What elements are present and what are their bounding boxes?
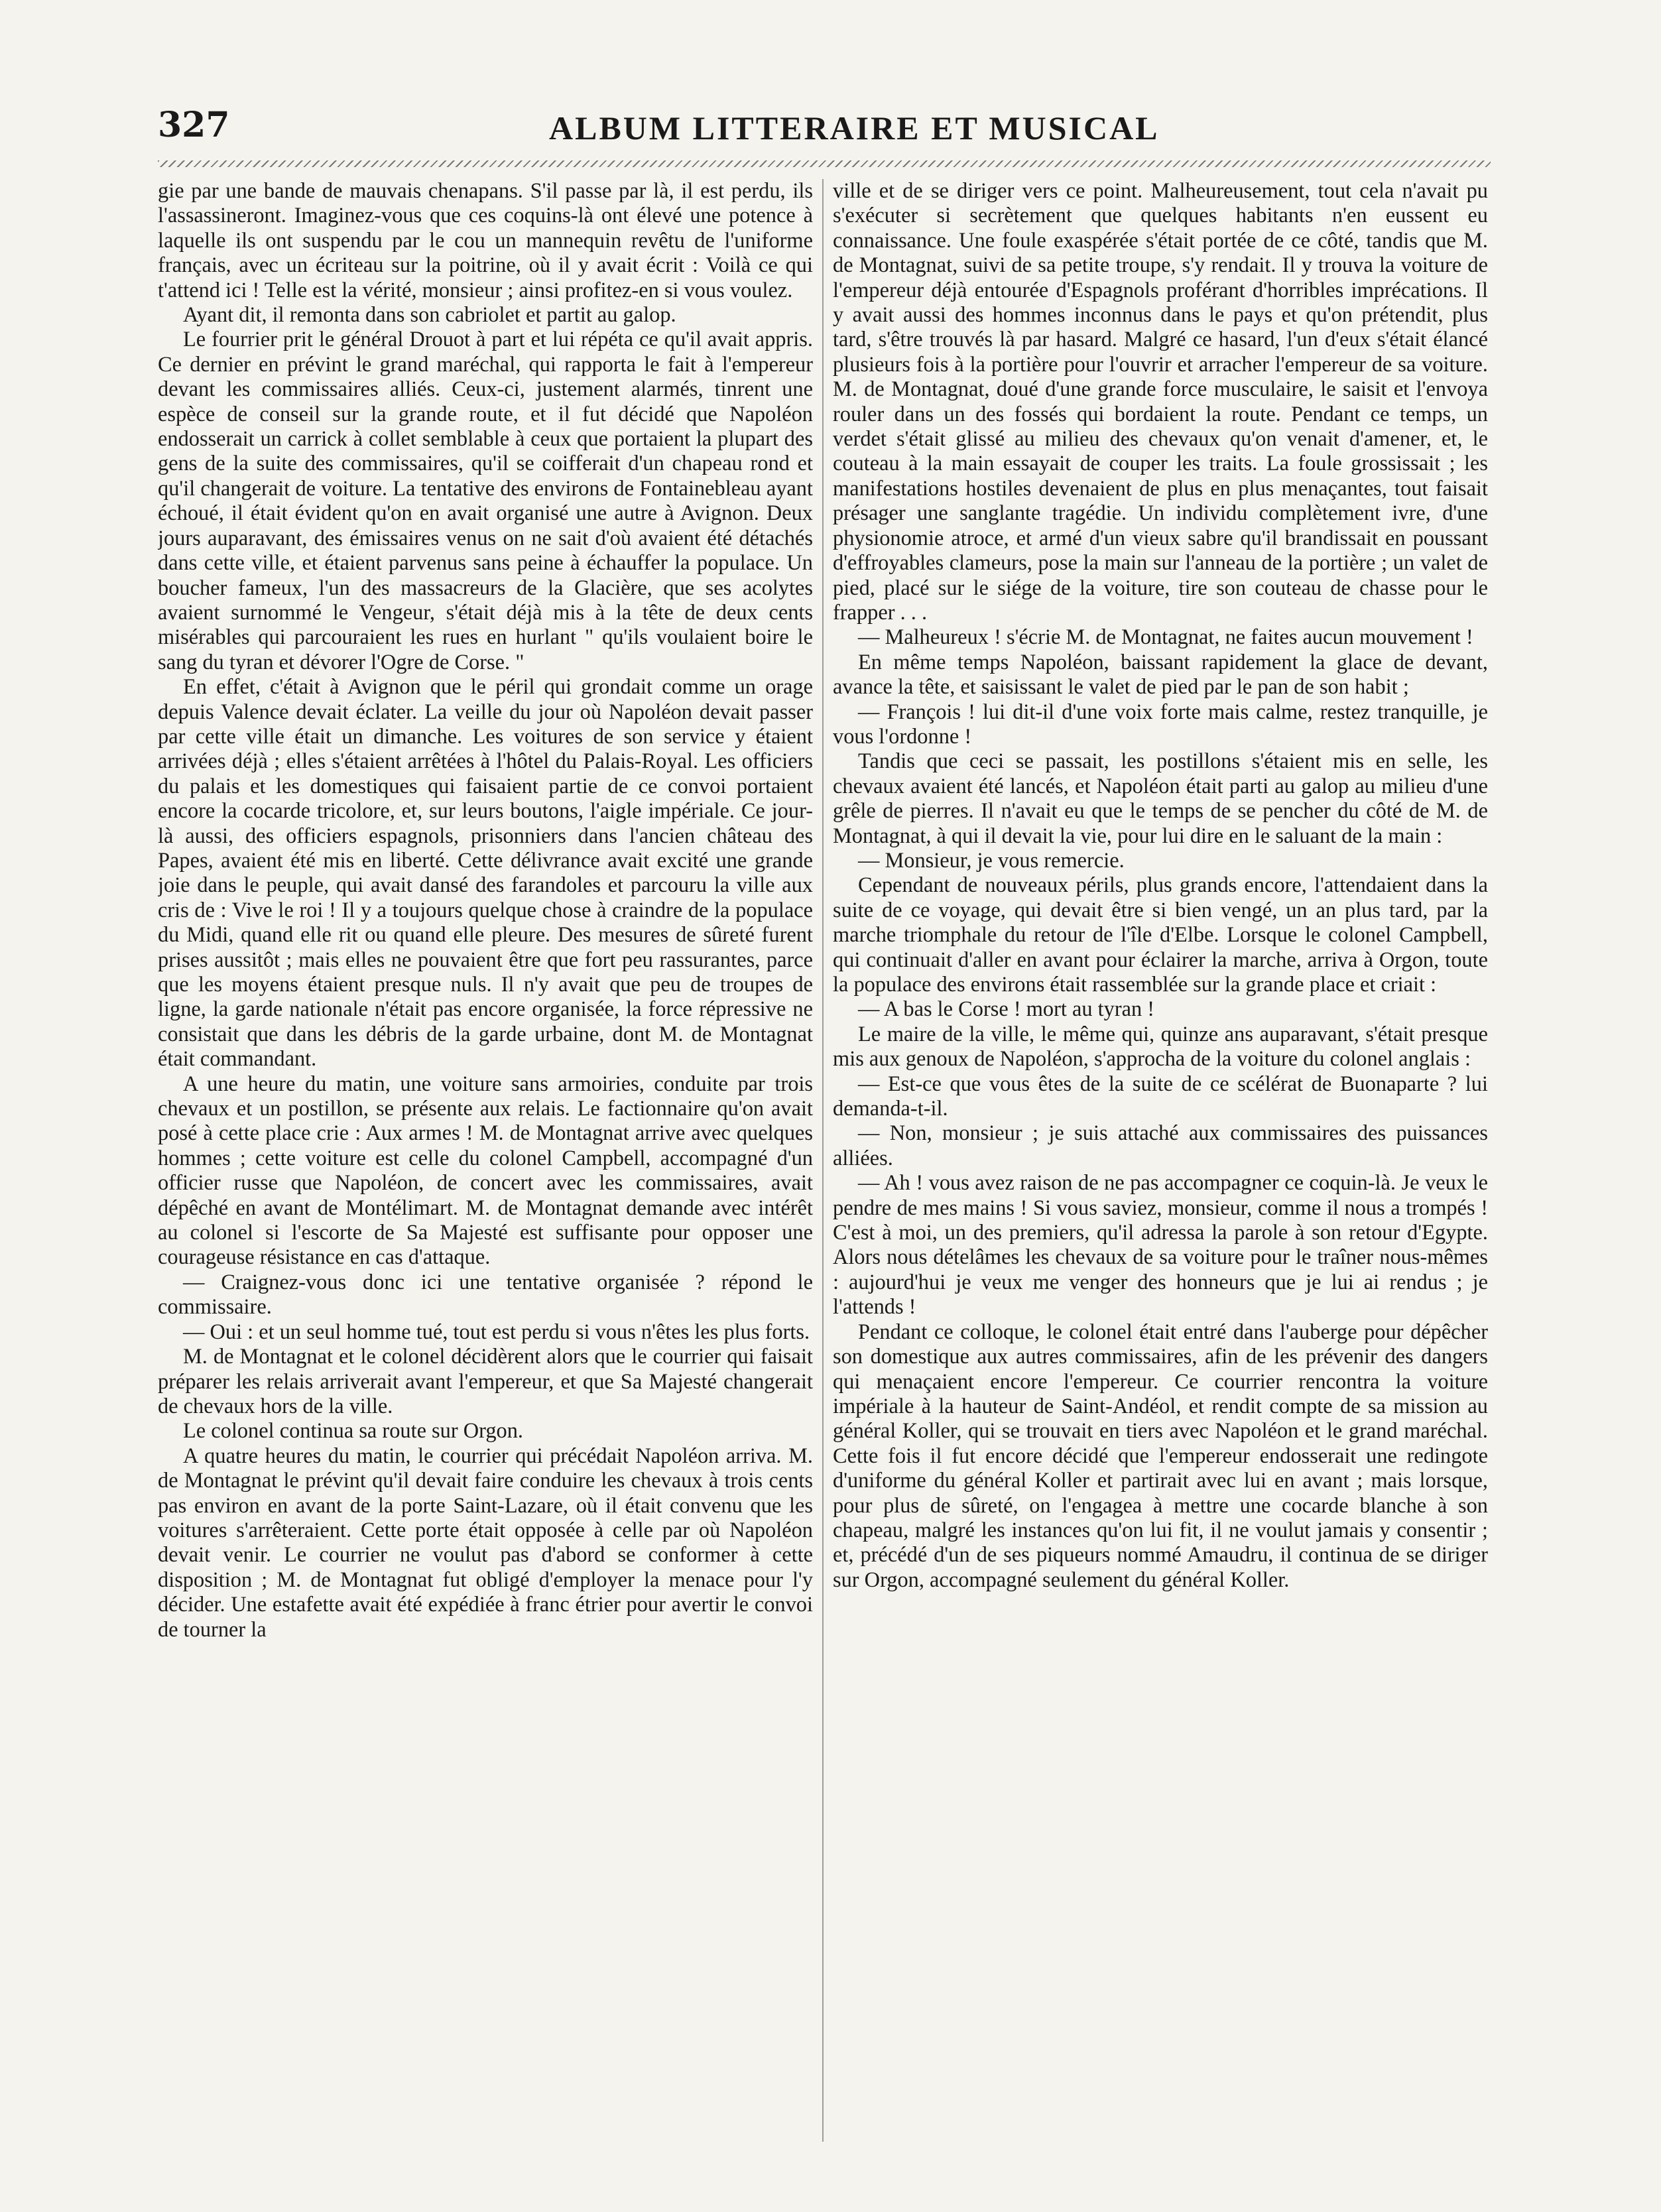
paragraph: Le colonel continua sa route sur Orgon. [183, 1419, 524, 1444]
paragraph: — Malheureux ! s'écrie M. de Montagnat, ne faites aucun mouvement ! [858, 625, 1473, 650]
left-column [158, 179, 813, 2155]
paragraph: — Craignez-vous donc ici une tentative organisée ? répond le commissaire. [158, 1270, 813, 1320]
paragraph: — Est-ce que vous êtes de la suite de ce scélérat de Buonaparte ? lui demanda-t-il. [833, 1072, 1488, 1121]
paragraph: Pendant ce colloque, le colonel était entré dans l'auberge pour dépêcher son domestique aux autres commissaires, afin de les prévenir des dangers qui menaçaient encore l'empereur. Ce courrier rencontra la voiture impériale à la hauteur de Saint-Andéol, et rendit compte de sa mission au général Koller, qui se trouvait en tiers avec Napoléon et le grand maréchal. Cette fois il fut encore décidé que l'empereur endosserait une redingote d'uniforme du général Koller et partirait avec lui en avant ; mais lorsque, pour plus de sûreté, on l'engagea à mettre une cocarde blanche à son chapeau, malgré les instances qu'on lui fit, il ne voulut jamais y consentir ; et, précédé d'un de ses piqueurs nommé Amaudru, il continua de se diriger sur Orgon, accompagné seulement du général Koller. [833, 1320, 1488, 1592]
column-divider [822, 179, 824, 2142]
page-header [158, 105, 1491, 158]
journal-title: ALBUM LITTERAIRE ET MUSICAL [549, 109, 1160, 147]
paragraph: gie par une bande de mauvais chenapans. S'il passe par là, il est perdu, ils l'assassineront. Imaginez-vous que ces coquins-là ont élevé une potence à laquelle ils ont suspendu par le cou un mannequin revêtu de l'uniforme français, avec un écriteau sur la poitrine, où il y avait écrit : Voilà ce qui t'attend ici ! Telle est la vérité, monsieur ; ainsi profitez-en si vous voulez. [158, 179, 813, 302]
paragraph: — François ! lui dit-il d'une voix forte mais calme, restez tranquille, je vous l'ordonne ! [833, 700, 1488, 749]
paragraph: En effet, c'était à Avignon que le péril qui grondait comme un orage depuis Valence devait éclater. La veille du jour où Napoléon devait passer par cette ville était un dimanche. Les voitures de son service y étaient arrivées déjà ; elles s'étaient arrêtées à l'hôtel du Palais-Royal. Les officiers du palais et les domestiques qui faisaient partie de ce convoi portaient encore la cocarde tricolore, et, sur leurs boutons, l'aigle impériale. Ce jour-là aussi, des officiers espagnols, prisonniers dans l'ancien château des Papes, avaient été mis en liberté. Cette délivrance avait excité une grande joie dans le peuple, qui avait dansé des farandoles et parcouru la ville aux cris de : Vive le roi ! Il y a toujours quelque chose à craindre de la populace du Midi, quand elle rit ou quand elle pleure. Des mesures de sûreté furent prises aussitôt ; mais elles ne pouvaient être que fort peu rassurantes, parce que les moyens étaient presque nuls. Il n'y avait que peu de troupes de ligne, la garde nationale n'était pas encore organisée, la force répressive ne consistait que dans les débris de la garde urbaine, dont M. de Montagnat était commandant. [158, 675, 813, 1072]
paragraph: Le maire de la ville, le même qui, quinze ans auparavant, s'était presque mis aux genoux de Napoléon, s'approcha de la voiture du colonel anglais : [833, 1022, 1488, 1072]
header-rule [158, 160, 1491, 167]
paragraph: M. de Montagnat et le colonel décidèrent alors que le courrier qui faisait préparer les relais arriverait avant l'empereur, et que Sa Majesté changerait de chevaux hors de la ville. [158, 1345, 813, 1418]
paragraph: — Monsieur, je vous remercie. [858, 848, 1125, 873]
paragraph: Tandis que ceci se passait, les postillons s'étaient mis en selle, les chevaux avaient été lancés, et Napoléon était parti au galop au milieu d'une grêle de pierres. Il n'avait eu que le temps de se pencher du côté de M. de Montagnat, à qui il devait la vie, pour lui dire en le saluant de la main : [833, 749, 1488, 848]
page-number: 327 [158, 105, 230, 145]
paragraph: — Ah ! vous avez raison de ne pas accompagner ce coquin-là. Je veux le pendre de mes mains ! Si vous saviez, monsieur, comme il nous a trompés ! C'est à moi, un des premiers, qu'il adressa la parole à son retour d'Egypte. Alors nous dételâmes les chevaux de sa voiture pour le traîner nous-mêmes : aujourd'hui je veux me venger des honneurs que je lui ai rendus ; je l'attends ! [833, 1171, 1488, 1320]
paragraph: — Oui : et un seul homme tué, tout est perdu si vous n'êtes les plus forts. [183, 1320, 810, 1344]
paragraph: En même temps Napoléon, baissant rapidement la glace de devant, avance la tête, et saisissant le valet de pied par le pan de son habit ; [833, 650, 1488, 700]
right-column [833, 179, 1488, 2155]
paragraph: Le fourrier prit le général Drouot à part et lui répéta ce qu'il avait appris. Ce dernier en prévint le grand maréchal, qui rapporta le fait à l'empereur devant les commissaires alliés. Ceux-ci, justement alarmés, tinrent une espèce de conseil sur la grande route, et il fut décidé que Napoléon endosserait un carrick à collet semblable à ceux que portaient la plupart des gens de la suite des commissaires, qu'il se coifferait d'un chapeau rond et qu'il changerait de voiture. La tentative des environs de Fontainebleau ayant échoué, il était évident qu'on en avait organisé une autre à Avignon. Deux jours auparavant, des émissaires venus on ne sait d'où avaient été détachés dans cette ville, et étaient parvenus sans peine à échauffer la populace. Un boucher fameux, l'un des massacreurs de la Glacière, que ses acolytes avaient surnommé le Vengeur, s'était déjà mis à la tête de deux cents misérables qui parcouraient les rues en hurlant " qu'ils voulaient boire le sang du tyran et dévorer l'Ogre de Corse. " [158, 328, 813, 674]
paragraph: — A bas le Corse ! mort au tyran ! [858, 997, 1155, 1022]
paragraph: Ayant dit, il remonta dans son cabriolet et partit au galop. [183, 303, 676, 328]
paragraph: A une heure du matin, une voiture sans armoiries, conduite par trois chevaux et un postillon, se présente aux relais. Le factionnaire qu'on avait posé à cette place crie : Aux armes ! M. de Montagnat arrive avec quelques hommes ; cette voiture est celle du colonel Campbell, accompagné d'un officier russe que Napoléon, de concert avec les commissaires, avait dépêché en avant de Montélimart. M. de Montagnat demande avec intérêt au colonel si l'escorte de Sa Majesté est suffisante pour opposer une courageuse résistance en cas d'attaque. [158, 1072, 813, 1270]
paragraph: A quatre heures du matin, le courrier qui précédait Napoléon arriva. M. de Montagnat le prévint qu'il devait faire conduire les chevaux à trois cents pas environ en avant de la porte Saint-Lazare, où il était convenu que les voitures s'arrêteraient. Cette porte était opposée à celle par où Napoléon devait venir. Le courrier ne voulut pas d'abord se conformer à cette disposition ; M. de Montagnat fut obligé d'employer la menace pour l'y décider. Une estafette avait été expédiée à franc étrier pour avertir le convoi de tourner la [158, 1444, 813, 1642]
paragraph: ville et de se diriger vers ce point. Malheureusement, tout cela n'avait pu s'exécuter si secrètement que quelques habitants n'en eussent eu connaissance. Une foule exaspérée s'était portée de ce côté, tandis que M. de Montagnat, suivi de sa petite troupe, s'y rendait. Il y trouva la voiture de l'empereur déjà entourée d'Espagnols proférant d'horribles imprécations. Il y avait aussi des hommes inconnus dans le pays et qu'on prétendit, plus tard, s'être trouvés là par hasard. Malgré ce hasard, l'un d'eux s'était élancé plusieurs fois à la portière pour l'ouvrir et arracher l'empereur de sa voiture. M. de Montagnat, doué d'une grande force musculaire, le saisit et l'envoya rouler dans un des fossés qui bordaient la route. Pendant ce temps, un verdet s'était glissé au milieu des chevaux qu'on venait d'amener, et, le couteau à la main essayait de couper les traits. La foule grossissait ; les manifestations hostiles devenaient de plus en plus menaçantes, tout faisait présager une sanglante tragédie. Un individu complètement ivre, d'une physionomie atroce, et armé d'un vieux sabre qu'il brandissait en poussant d'effroyables clameurs, pose la main sur l'anneau de la portière ; un valet de pied, placé sur le siége de la voiture, tire son couteau de chasse pour le frapper . . . [833, 179, 1488, 625]
paragraph: Cependant de nouveaux périls, plus grands encore, l'attendaient dans la suite de ce voyage, qui devait être si bien vengé, un an plus tard, par la marche triomphale du retour de l'île d'Elbe. Lorsque le colonel Campbell, qui continuait d'aller en avant pour éclairer la marche, arriva à Orgon, toute la populace des environs était rassemblée sur la grande place et criait : [833, 873, 1488, 997]
paragraph: — Non, monsieur ; je suis attaché aux commissaires des puissances alliées. [833, 1121, 1488, 1170]
